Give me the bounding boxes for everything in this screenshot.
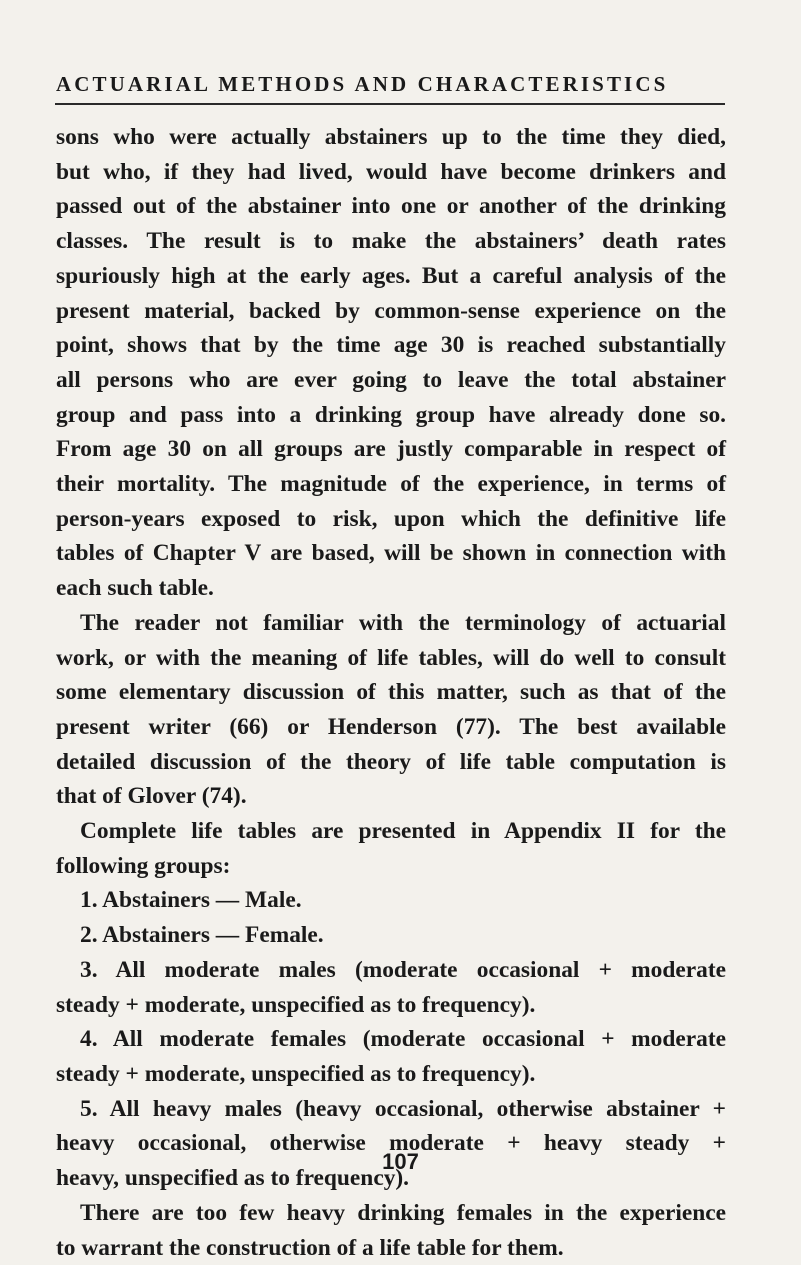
text-line: steady + moderate, unspecified as to frequency). (56, 988, 726, 1023)
text-line: each such table. (56, 571, 726, 606)
page-number: 107 (0, 1151, 801, 1173)
text-line: The reader not familiar with the terminology of actuarial (56, 606, 726, 641)
text-line: following groups: (56, 849, 726, 884)
text-line: work, or with the meaning of life tables, will do well to consult (56, 641, 726, 676)
text-line: From age 30 on all groups are justly comparable in respect of (56, 432, 726, 467)
running-head: ACTUARIAL METHODS AND CHARACTERISTICS (56, 74, 726, 95)
text-line: that of Glover (74). (56, 779, 726, 814)
text-line: Complete life tables are presented in Appendix II for the (56, 814, 726, 849)
list-item: 2. Abstainers — Female. (56, 918, 726, 953)
body-text (56, 120, 726, 1265)
text-line: all persons who are ever going to leave the total abstainer (56, 363, 726, 398)
text-line: steady + moderate, unspecified as to frequency). (56, 1057, 726, 1092)
list-item: 3. All moderate males (moderate occasional + moderate (56, 953, 726, 988)
text-line: spuriously high at the early ages. But a careful analysis of the (56, 259, 726, 294)
text-line: present material, backed by common-sense experience on the (56, 294, 726, 329)
text-line: some elementary discussion of this matter, such as that of the (56, 675, 726, 710)
text-line: tables of Chapter V are based, will be shown in connection with (56, 536, 726, 571)
text-line: sons who were actually abstainers up to the time they died, (56, 120, 726, 155)
text-line: heavy occasional, otherwise moderate + heavy steady + (56, 1126, 726, 1161)
text-line: heavy, unspecified as to frequency). (56, 1161, 726, 1196)
text-line: their mortality. The magnitude of the experience, in terms of (56, 467, 726, 502)
list-item: 4. All moderate females (moderate occasional + moderate (56, 1022, 726, 1057)
list-item: 1. Abstainers — Male. (56, 883, 726, 918)
text-line: present writer (66) or Henderson (77). The best available (56, 710, 726, 745)
text-line: person-years exposed to risk, upon which the definitive life (56, 502, 726, 537)
text-line: point, shows that by the time age 30 is reached substantially (56, 328, 726, 363)
text-line: classes. The result is to make the abstainers’ death rates (56, 224, 726, 259)
text-line: There are too few heavy drinking females in the experience (56, 1196, 726, 1231)
list-item: 5. All heavy males (heavy occasional, otherwise abstainer + (56, 1092, 726, 1127)
text-line: but who, if they had lived, would have become drinkers and (56, 155, 726, 190)
text-line: passed out of the abstainer into one or another of the drinking (56, 189, 726, 224)
text-line: group and pass into a drinking group have already done so. (56, 398, 726, 433)
text-line: detailed discussion of the theory of life table computation is (56, 745, 726, 780)
text-line: to warrant the construction of a life table for them. (56, 1231, 726, 1265)
header-rule (55, 103, 725, 105)
